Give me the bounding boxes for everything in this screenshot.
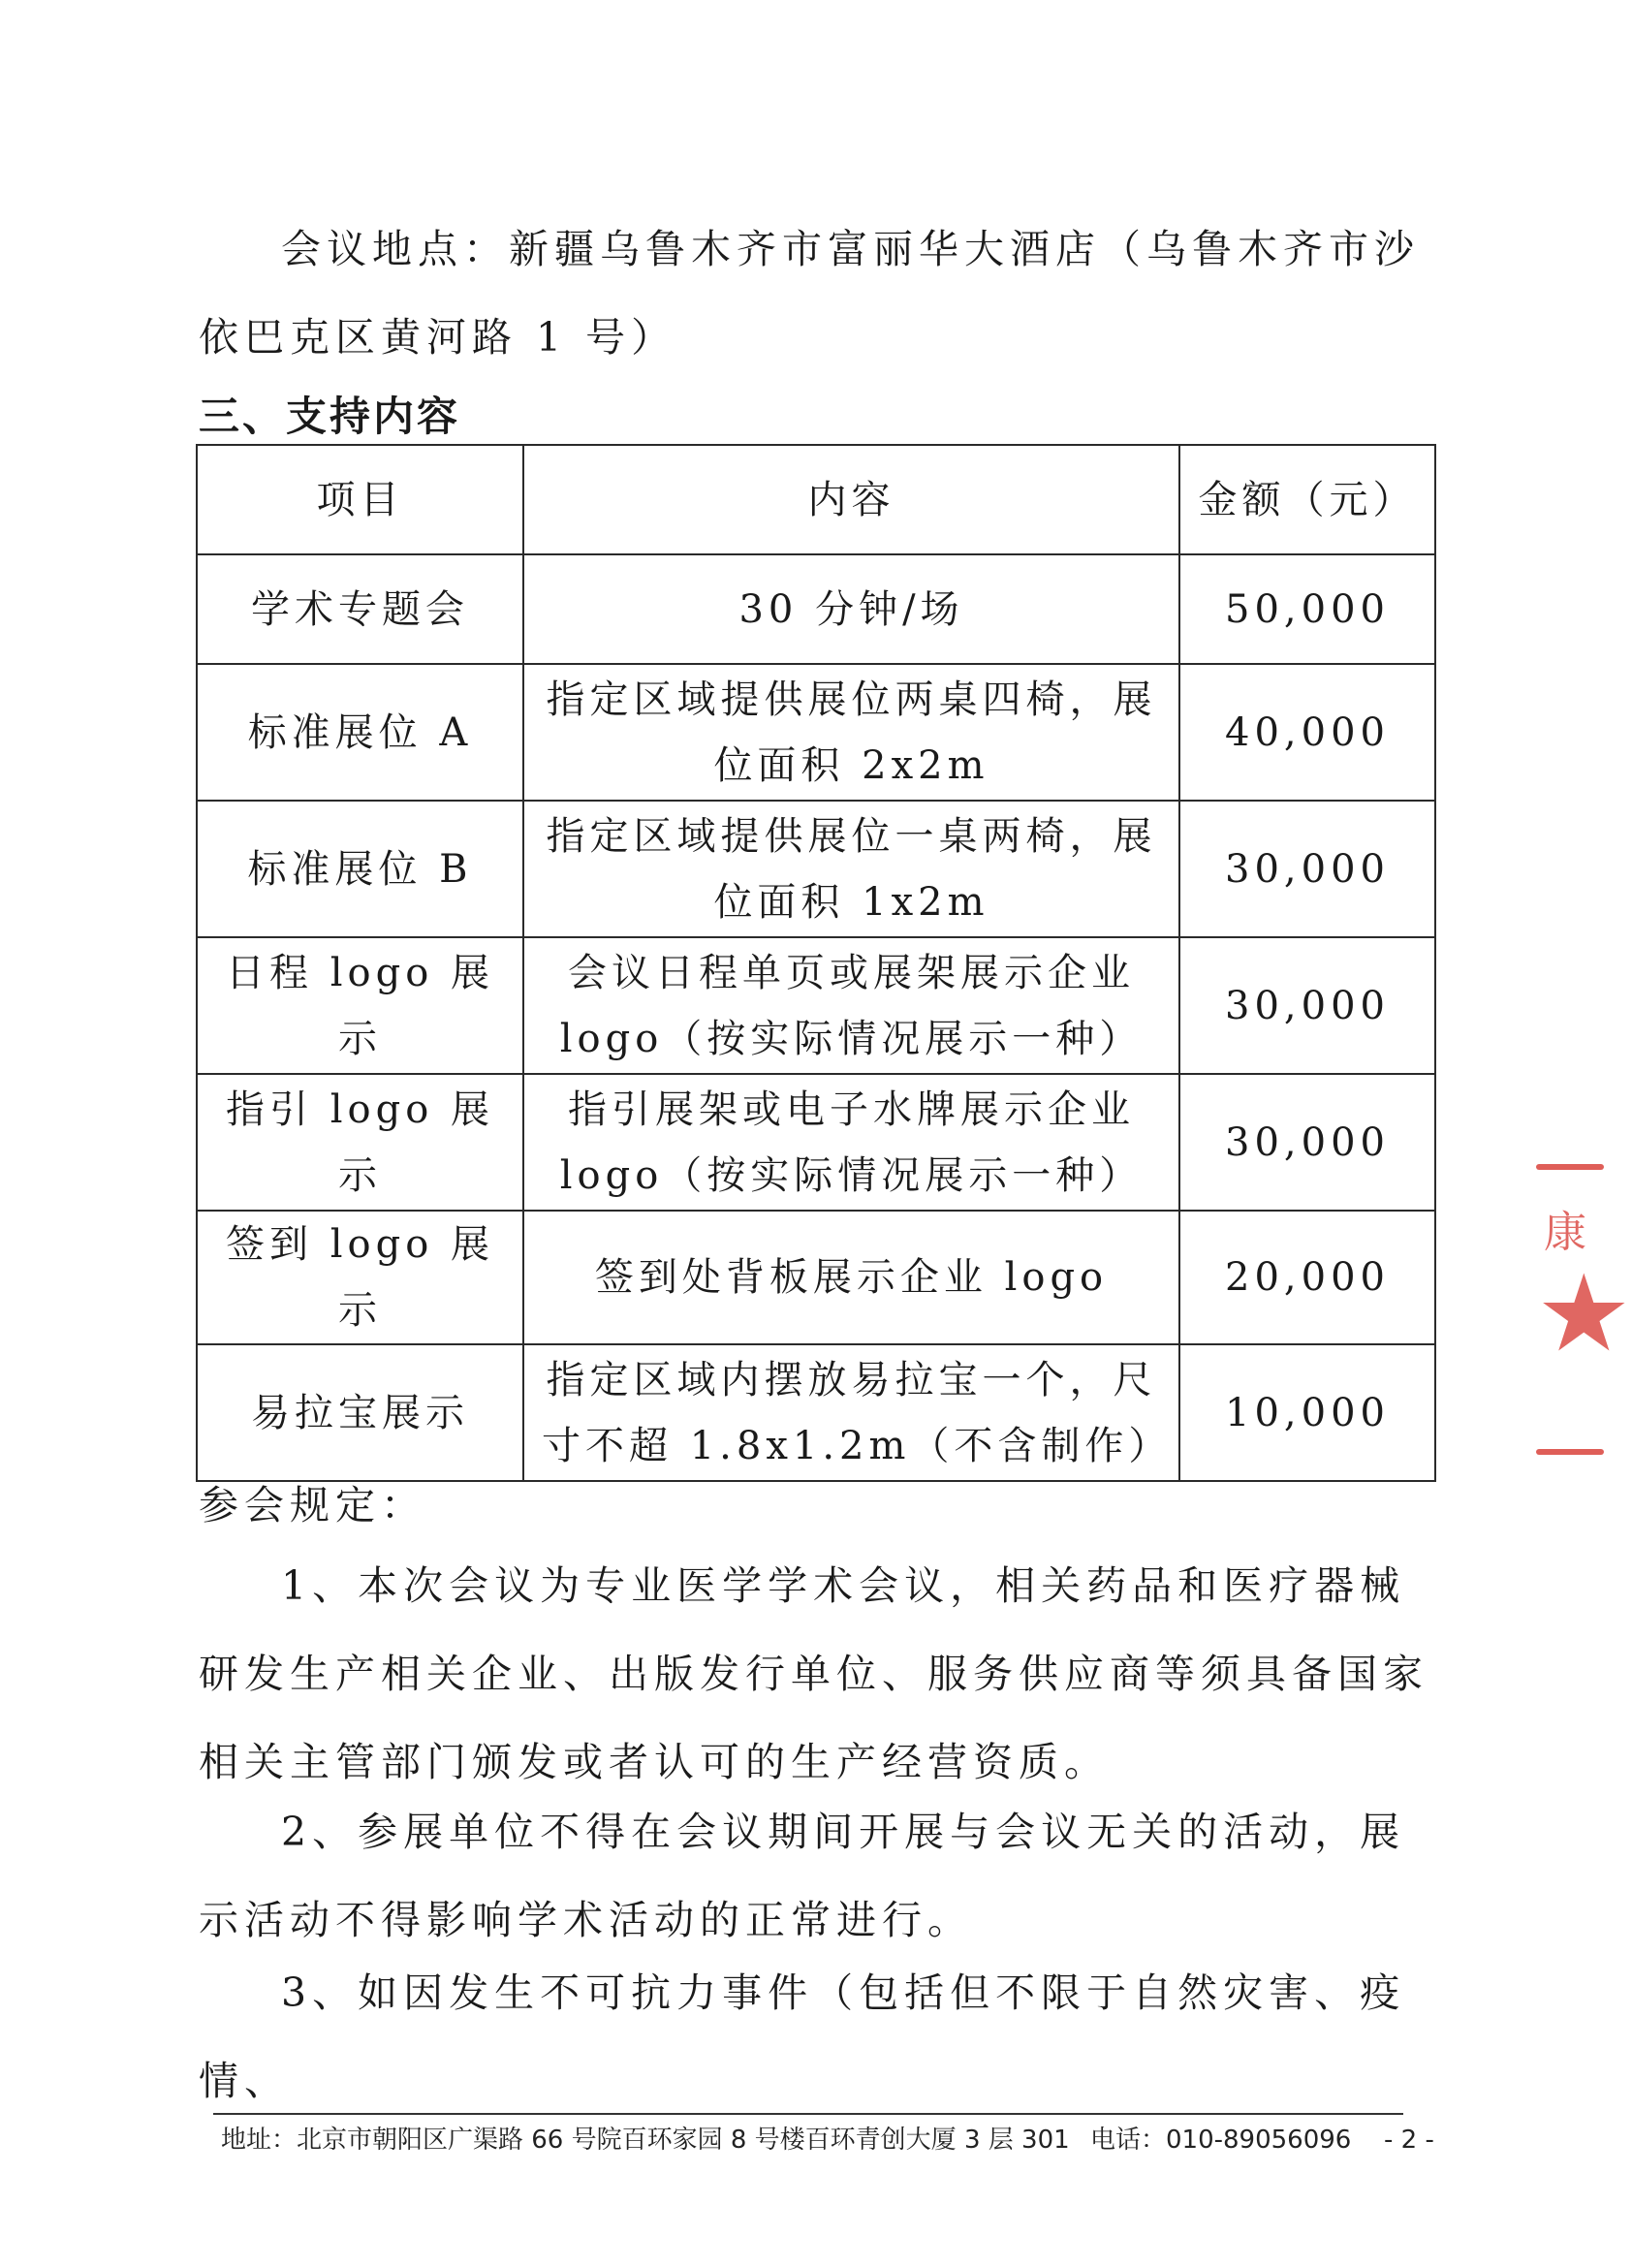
row-item: 签到 logo 展示: [197, 1211, 523, 1344]
table-row: [197, 664, 1435, 801]
row-content: 指定区域内摆放易拉宝一个，尺寸不超 1.8x1.2m（不含制作）: [523, 1344, 1179, 1481]
row-amount: 30,000: [1179, 1074, 1435, 1211]
row-item: 指引 logo 展示: [197, 1074, 523, 1211]
row-amount: 40,000: [1179, 664, 1435, 801]
rules-title: 参会规定：: [199, 1482, 426, 1528]
row-content: 指引展架或电子水牌展示企业 logo（按实际情况展示一种）: [523, 1074, 1179, 1211]
row-item: 标准展位 B: [197, 801, 523, 937]
section-heading: 三、支持内容: [199, 393, 461, 440]
table-row: [197, 1211, 1435, 1344]
row-amount: 50,000: [1179, 554, 1435, 664]
row-amount: 20,000: [1179, 1211, 1435, 1344]
table-row: [197, 801, 1435, 937]
row-item: 学术专题会: [197, 554, 523, 664]
row-content: 会议日程单页或展架展示企业 logo（按实际情况展示一种）: [523, 937, 1179, 1074]
footer-address: 地址：北京市朝阳区广渠路 66 号院百环家园 8 号楼百环青创大厦 3 层 301: [221, 2126, 1070, 2155]
seal-star-icon: ★: [1536, 1251, 1632, 1375]
row-content: 签到处背板展示企业 logo: [523, 1211, 1179, 1344]
table-row: [197, 1344, 1435, 1481]
table-row: [197, 937, 1435, 1074]
rule-item: 3、如因发生不可抗力事件（包括但不限于自然灾害、疫情、: [199, 1969, 1406, 2104]
header-amount: 金额（元）: [1179, 445, 1435, 554]
row-content: 指定区域提供展位一桌两椅，展位面积 1x2m: [523, 801, 1179, 937]
row-amount: 10,000: [1179, 1344, 1435, 1481]
table-row: [197, 1074, 1435, 1211]
footer-phone: 电话：010-89056096: [1090, 2126, 1352, 2155]
row-item: 日程 logo 展示: [197, 937, 523, 1074]
rule-item: 1、本次会议为专业医学学术会议，相关药品和医疗器械研发生产相关企业、出版发行单位、服务供应商等须具备国家相关主管部门颁发或者认可的生产经营资质。: [199, 1562, 1428, 1785]
row-amount: 30,000: [1179, 937, 1435, 1074]
support-table: [196, 444, 1436, 1482]
row-amount: 30,000: [1179, 801, 1435, 937]
row-content: 指定区域提供展位两桌四椅，展位面积 2x2m: [523, 664, 1179, 801]
seal-character: 康: [1544, 1208, 1586, 1257]
table-row: [197, 554, 1435, 664]
header-content: 内容: [523, 445, 1179, 554]
table-header-row: [197, 445, 1435, 554]
row-item: 易拉宝展示: [197, 1344, 523, 1481]
header-item: 项目: [197, 445, 523, 554]
footer-divider: [213, 2113, 1403, 2115]
venue-paragraph: 会议地点：新疆乌鲁木齐市富丽华大酒店（乌鲁木齐市沙依巴克区黄河路 1 号）: [199, 226, 1420, 361]
partial-seal-stamp: [1526, 1158, 1632, 1468]
row-content: 30 分钟/场: [523, 554, 1179, 664]
row-item: 标准展位 A: [197, 664, 523, 801]
page-number: - 2 -: [1384, 2126, 1434, 2155]
rule-item: 2、参展单位不得在会议期间开展与会议无关的活动，展示活动不得影响学术活动的正常进行。: [199, 1809, 1406, 1943]
